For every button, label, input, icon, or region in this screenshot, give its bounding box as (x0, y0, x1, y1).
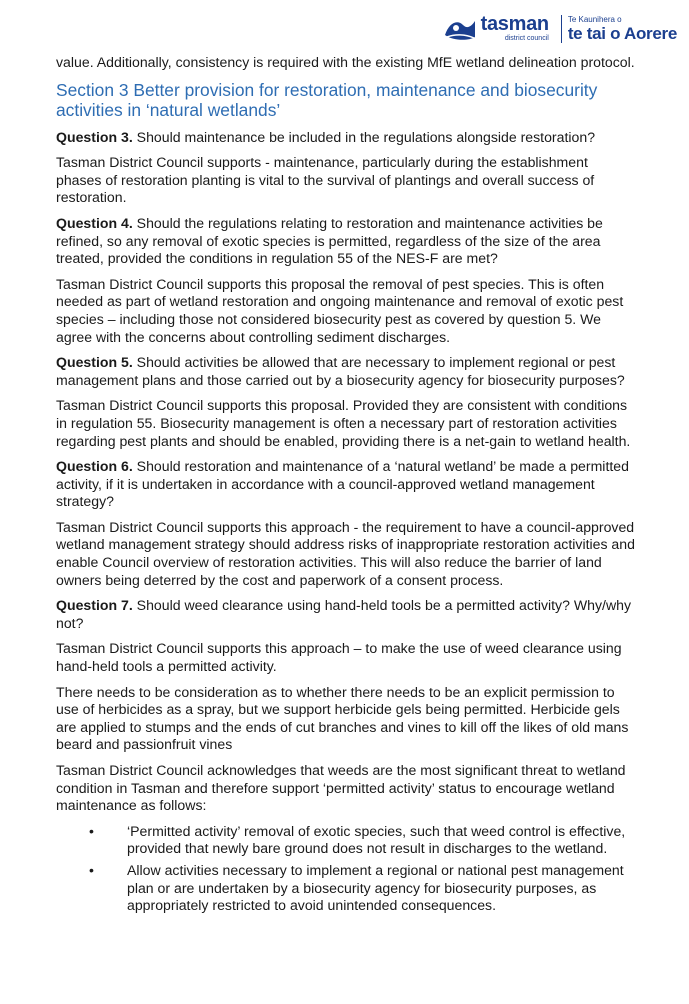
question-3-text: Should maintenance be included in the regulations alongside restoration? (132, 128, 596, 145)
bullet-icon: • (89, 861, 94, 878)
list-item-text: Allow activities necessary to implement a regional or national pest management plan or are undertaken by a biosecurity agency for biosecurity purposes, as appropriately restricted to avoid unintended consequences. (127, 861, 624, 914)
bullet-icon: • (89, 822, 94, 839)
section-heading: Section 3 Better provision for restoration, maintenance and biosecurity activities in ‘natural wetlands’ (56, 79, 598, 121)
question-4-text: Should the regulations relating to restoration and maintenance activities be refined, so any removal of exotic species is permitted, regardless of the size of the area treated, provided the conditions in regulation 55 of the NES-F are met? (56, 214, 603, 267)
question-3 (56, 129, 636, 147)
answer-4: Tasman District Council supports this proposal the removal of pest species. This is often needed as part of wetland restoration and ongoing maintenance and removal of exotic pest species – including those not considered biosecurity pest as covered by question 5. We agree with the concerns about controlling sediment discharges. (56, 275, 624, 345)
answer-3: Tasman District Council supports - maintenance, particularly during the establishment phases of restoration planting is vital to the survival of plantings and overall success of restoration. (56, 154, 595, 206)
question-5 (56, 354, 636, 389)
question-5-text: Should activities be allowed that are necessary to implement regional or pest management plans and those carried out by a biosecurity agency for biosecurity purposes? (56, 354, 625, 388)
document-body (56, 54, 636, 919)
answer-5: Tasman District Council supports this proposal. Provided they are consistent with conditions in regulation 55. Biosecurity management is often a necessary part of restoration activities regarding pest plants and should be enabled, providing there is a net-gain to wetland health. (56, 397, 631, 449)
question-7-label: Question 7. (56, 597, 133, 614)
answer-7: Tasman District Council supports this approach – to make the use of weed clearance using hand-held tools a permitted activity. (56, 640, 622, 675)
question-4-label: Question 4. (56, 214, 133, 231)
acknowledgement-paragraph: Tasman District Council acknowledges that weeds are the most significant threat to wetland condition in Tasman and therefore support ‘permitted activity’ status to encourage wetland maintenance as follows: (56, 762, 626, 814)
intro-paragraph: value. Additionally, consistency is required with the existing MfE wetland delineation protocol. (56, 54, 635, 70)
list-item (56, 862, 636, 915)
list-item-text: ‘Permitted activity’ removal of exotic species, such that weed control is effective, provided that newly bare ground does not result in discharges to the wetland. (127, 822, 626, 857)
council-logo (443, 14, 677, 43)
logo-name: tasman (480, 13, 549, 35)
question-6 (56, 458, 636, 511)
question-7 (56, 597, 636, 632)
question-3-label: Question 3. (56, 128, 133, 145)
list-item (56, 823, 636, 858)
logo-divider (561, 15, 562, 43)
question-7-text: Should weed clearance using hand-held tools be a permitted activity? Why/why not? (56, 597, 632, 631)
question-6-label: Question 6. (56, 458, 133, 475)
logo-maori-name: te tai o Aorere (567, 23, 677, 43)
herbicide-paragraph: There needs to be consideration as to whether there needs to be an explicit permission to use of herbicides as a spray, but we support herbicide gels being permitted. Herbicide gels are applied to stumps and the ends of cut branches and vines to kill off the likes of old mans beard and passionfruit vines (56, 683, 629, 753)
answer-6: Tasman District Council supports this approach - the requirement to have a council-approved wetland management strategy should address risks of inappropriate restoration activities and enable Council overview of restoration activities. This will also reduce the barrier of land owners being deterred by the cost and paperwork of a consent process. (56, 518, 635, 588)
question-5-label: Question 5. (56, 354, 133, 371)
question-4 (56, 215, 636, 268)
logo-maori-subtitle: Te Kaunihera o (567, 14, 622, 24)
bullet-list (56, 823, 636, 915)
question-6-text: Should restoration and maintenance of a ‘natural wetland’ be made a permitted activity, if it is undertaken in accordance with a council-approved wetland management strategy? (56, 458, 629, 510)
tasman-wave-logo-icon (443, 15, 477, 43)
logo-subtitle: district council (504, 35, 549, 42)
